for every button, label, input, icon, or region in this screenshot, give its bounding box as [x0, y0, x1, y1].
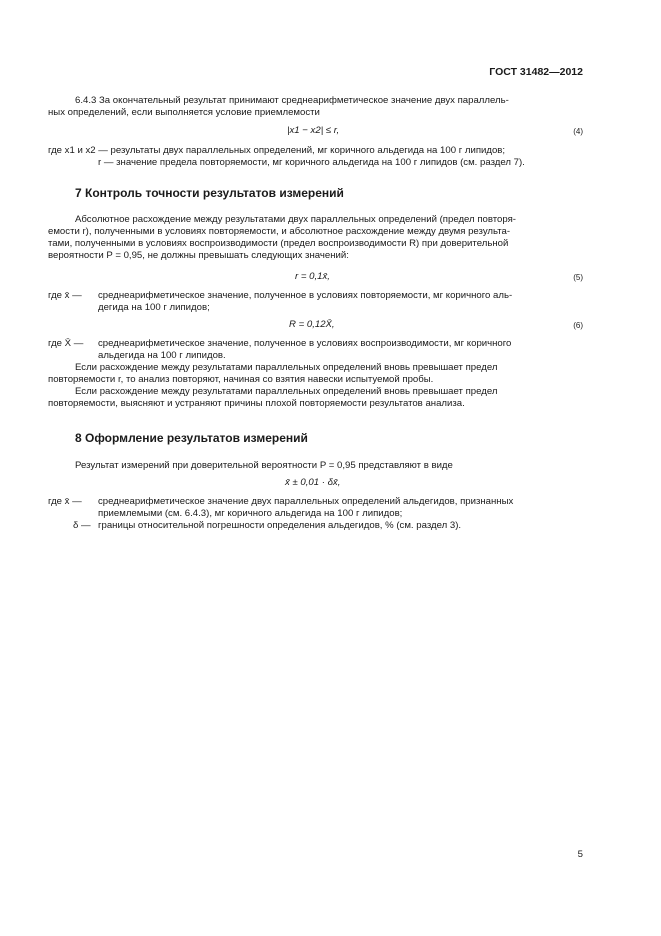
equation-result: x̄ ± 0,01 · δx̄,	[285, 477, 341, 488]
definition-lead: где X̄ —	[48, 338, 84, 349]
equation-4: |x1 − x2| ≤ r,	[287, 125, 340, 136]
section-8-paragraph: Результат измерений при доверительной вероятности P = 0,95 представляют в виде	[75, 460, 453, 471]
definition-lead: где x̄ —	[48, 290, 82, 301]
definition-text: среднеарифметическое значение двух параллельных определений альдегидов, признанных	[98, 496, 514, 507]
definition-lead: δ —	[73, 520, 91, 531]
equation-6-number: (6)	[573, 321, 583, 330]
document-header: ГОСТ 31482—2012	[489, 66, 583, 78]
paragraph-6-4-3	[48, 95, 583, 119]
section-8-title: 8 Оформление результатов измерений	[75, 431, 308, 445]
definition-text: приемлемыми (см. 6.4.3), мг коричного альдегида на 100 г липидов;	[98, 508, 403, 519]
definition-text: границы относительной погрешности определения альдегидов, % (см. раздел 3).	[98, 520, 462, 531]
where-definition-r: r — значение предела повторяемости, мг коричного альдегида на 100 г липидов (см. раздел 7).	[98, 157, 525, 168]
equation-6: R = 0,12X̄,	[289, 319, 335, 330]
para-line: тами, полученными в условиях воспроизводимости (предел воспроизводимости R) при доверительной	[48, 238, 509, 249]
para-line: Если расхождение между результатами параллельных определений вновь превышает предел	[75, 362, 498, 373]
definition-text: дегида на 100 г липидов;	[98, 302, 210, 313]
page-number: 5	[577, 849, 583, 860]
equation-5: r = 0,1x̄,	[295, 271, 330, 282]
para-line: Абсолютное расхождение между результатами двух параллельных определений (предел повторя-	[75, 214, 516, 225]
para-line: повторяемости, выясняют и устраняют причины плохой повторяемости результатов анализа.	[48, 398, 465, 409]
section-7-paragraph-2	[48, 362, 583, 410]
para-line: 6.4.3 За окончательный результат принимают среднеарифметическое значение двух параллель-	[75, 95, 509, 106]
equation-4-number: (4)	[573, 127, 583, 136]
definition-lead: где x̄ —	[48, 496, 82, 507]
para-line: емости r), полученными в условиях повторяемости, и абсолютное расхождение между двумя результа-	[48, 226, 511, 237]
definition-text: среднеарифметическое значение, полученное в условиях воспроизводимости, мг коричного	[98, 338, 512, 349]
definition-text: среднеарифметическое значение, полученное в условиях повторяемости, мг коричного аль-	[98, 290, 513, 301]
equation-5-number: (5)	[573, 273, 583, 282]
para-line: вероятности P = 0,95, не должны превышать следующих значений:	[48, 250, 349, 261]
para-line: Если расхождение между результатами параллельных определений вновь превышает предел	[75, 386, 498, 397]
para-line: повторяемости r, то анализ повторяют, начиная со взятия навески испытуемой пробы.	[48, 374, 434, 385]
section-7-paragraph	[48, 214, 583, 262]
para-line: ных определений, если выполняется условие приемлемости	[48, 107, 320, 118]
where-definition-x1-x2: где x1 и x2 — результаты двух параллельных определений, мг коричного альдегида на 100 г липидов;	[48, 145, 506, 156]
section-7-title: 7 Контроль точности результатов измерений	[75, 186, 344, 200]
definition-text: альдегида на 100 г липидов.	[98, 350, 226, 361]
